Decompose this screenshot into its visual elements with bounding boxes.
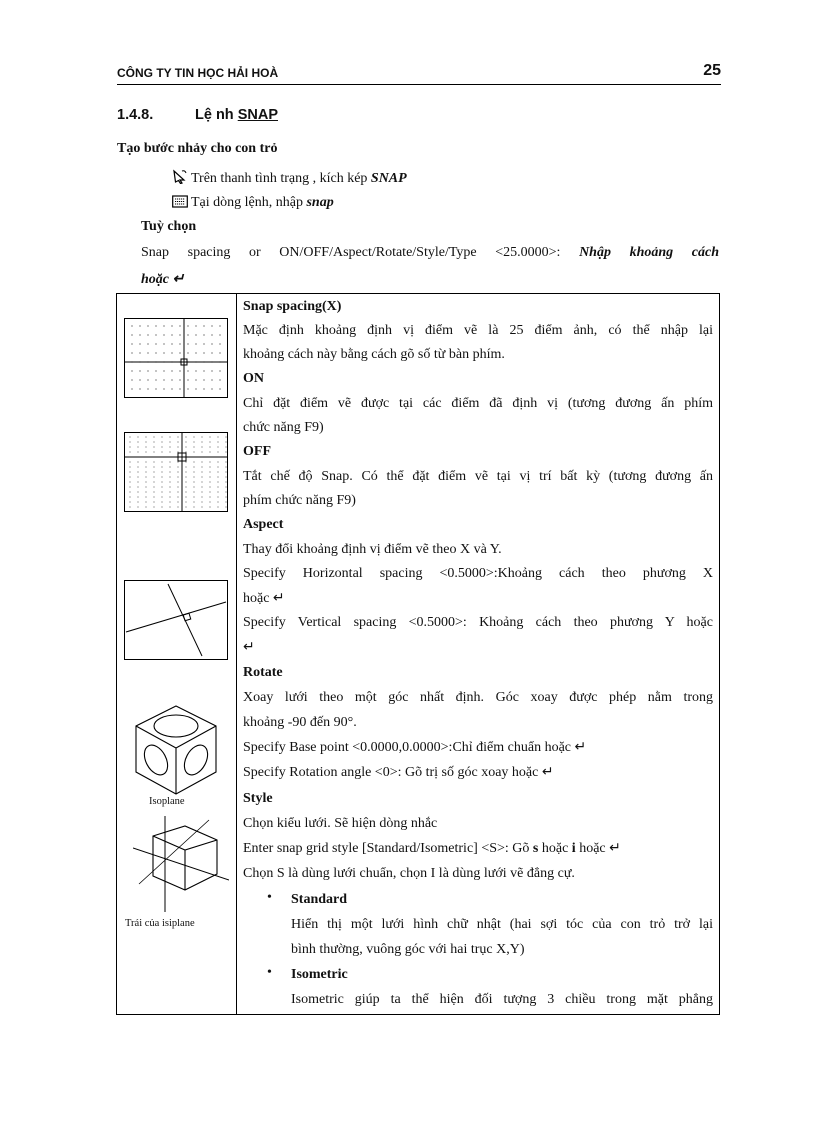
snap-on-figure: [124, 432, 228, 512]
style-line2-or: hoặc: [538, 841, 572, 856]
bullet-isometric: •: [267, 965, 272, 980]
method-commandline-text: Tại dòng lệnh, nhập: [191, 195, 307, 210]
off-line1: Tắt chế độ Snap. Có thể đặt điểm vẽ tại vị trí bất kỳ (tương đương ấn: [243, 469, 713, 484]
section-heading: [117, 107, 278, 123]
subheading: Tạo bước nhảy cho con trỏ: [117, 141, 278, 156]
style-title: Style: [243, 791, 273, 806]
prompt-emphasis: Nhập khoảng cách: [579, 245, 719, 260]
company-name: CÔNG TY TIN HỌC HẢI HOÀ: [117, 66, 279, 80]
snap-spacing-line1: Mặc định khoảng định vị điểm vẽ là 25 điểm ảnh, có thể nhập lại: [243, 323, 713, 338]
snap-spacing-line2: khoảng cách này bằng cách gõ số từ bàn phím.: [243, 347, 505, 362]
snap-spacing-title: Snap spacing(X): [243, 299, 342, 314]
style-line2-end: hoặc ↵: [575, 841, 621, 856]
standard-title: Standard: [291, 892, 348, 907]
rotate-figure: [124, 580, 228, 660]
bullet-standard: •: [267, 890, 272, 905]
off-title: OFF: [243, 444, 271, 459]
style-line3: Chọn S là dùng lưới chuẩn, chọn I là dùng lưới vẽ đẳng cự.: [243, 866, 575, 881]
rotate-line1: Xoay lưới theo một góc nhất định. Góc xoay được phép nằm trong: [243, 690, 713, 705]
style-line2-text: Enter snap grid style [Standard/Isometric] <S>: Gõ: [243, 841, 533, 856]
options-heading: Tuỳ chọn: [141, 219, 197, 234]
style-line2-i: i: [571, 841, 576, 856]
method-commandline-keyword: snap: [306, 195, 334, 210]
off-line2: phím chức năng F9): [243, 493, 356, 508]
left-isoplane-caption: Trái của isiplane: [125, 918, 195, 929]
left-isoplane-figure: [133, 814, 229, 914]
section-command: SNAP: [237, 107, 278, 123]
snap-grid-figure: [124, 318, 228, 398]
prompt-text: Snap spacing or ON/OFF/Aspect/Rotate/Style/Type <25.0000>:: [141, 245, 580, 260]
description-column: [237, 294, 720, 1015]
style-line1: Chọn kiểu lưới. Sẽ hiện dòng nhắc: [243, 816, 438, 831]
on-line1: Chỉ đặt điểm vẽ được tại các điểm đã định vị (tương đương ấn phím: [243, 396, 713, 411]
rotate-line4: Specify Rotation angle <0>: Gõ trị số góc xoay hoặc ↵: [243, 765, 554, 780]
aspect-title: Aspect: [243, 517, 284, 532]
section-title-prefix: Lệ nh: [195, 107, 238, 123]
prompt-line: [141, 241, 719, 265]
figure-column: [117, 294, 237, 1015]
method-statusbar-keyword: SNAP: [370, 171, 407, 186]
rotate-line2: khoảng -90 đến 90°.: [243, 715, 357, 730]
aspect-line4: Specify Vertical spacing <0.5000>: Khoảng cách theo phương Y hoặc: [243, 615, 713, 630]
standard-line1: Hiển thị một lưới hình chữ nhật (hai sợi tóc của con trỏ trở lại: [291, 917, 713, 932]
rotate-title: Rotate: [243, 665, 283, 680]
section-number: 1.4.8.: [117, 107, 154, 123]
page-header: [117, 62, 721, 85]
isometric-line1: Isometric giúp ta thể hiện đối tượng 3 chiều trong mặt phẳng: [291, 992, 713, 1007]
on-title: ON: [243, 371, 264, 386]
isoplane-caption: Isoplane: [149, 796, 185, 807]
page-number: 25: [703, 62, 721, 79]
style-line2: [243, 840, 713, 858]
method-statusbar: [172, 169, 407, 190]
rotate-line3: Specify Base point <0.0000,0.0000>:Chỉ điểm chuẩn hoặc ↵: [243, 740, 587, 755]
method-commandline: [172, 194, 334, 214]
isoplane-cube-figure: [131, 702, 221, 800]
aspect-line1: Thay đổi khoảng định vị điểm vẽ theo X và Y.: [243, 542, 502, 557]
style-line2-s: s: [532, 841, 539, 856]
standard-line2: bình thường, vuông góc với hai trục X,Y): [291, 942, 525, 957]
prompt-emphasis-continued: hoặc ↵: [141, 272, 185, 287]
aspect-line2: Specify Horizontal spacing <0.5000>:Khoảng cách theo phương X: [243, 566, 713, 581]
options-table: [116, 293, 720, 1015]
isometric-title: Isometric: [291, 967, 348, 982]
aspect-line5: ↵: [243, 640, 255, 655]
mouse-icon: [172, 169, 188, 190]
aspect-line3: hoặc ↵: [243, 591, 285, 606]
method-statusbar-text: Trên thanh tình trạng , kích kép: [191, 171, 371, 186]
keyboard-icon: [172, 195, 188, 214]
on-line2: chức năng F9): [243, 420, 324, 435]
